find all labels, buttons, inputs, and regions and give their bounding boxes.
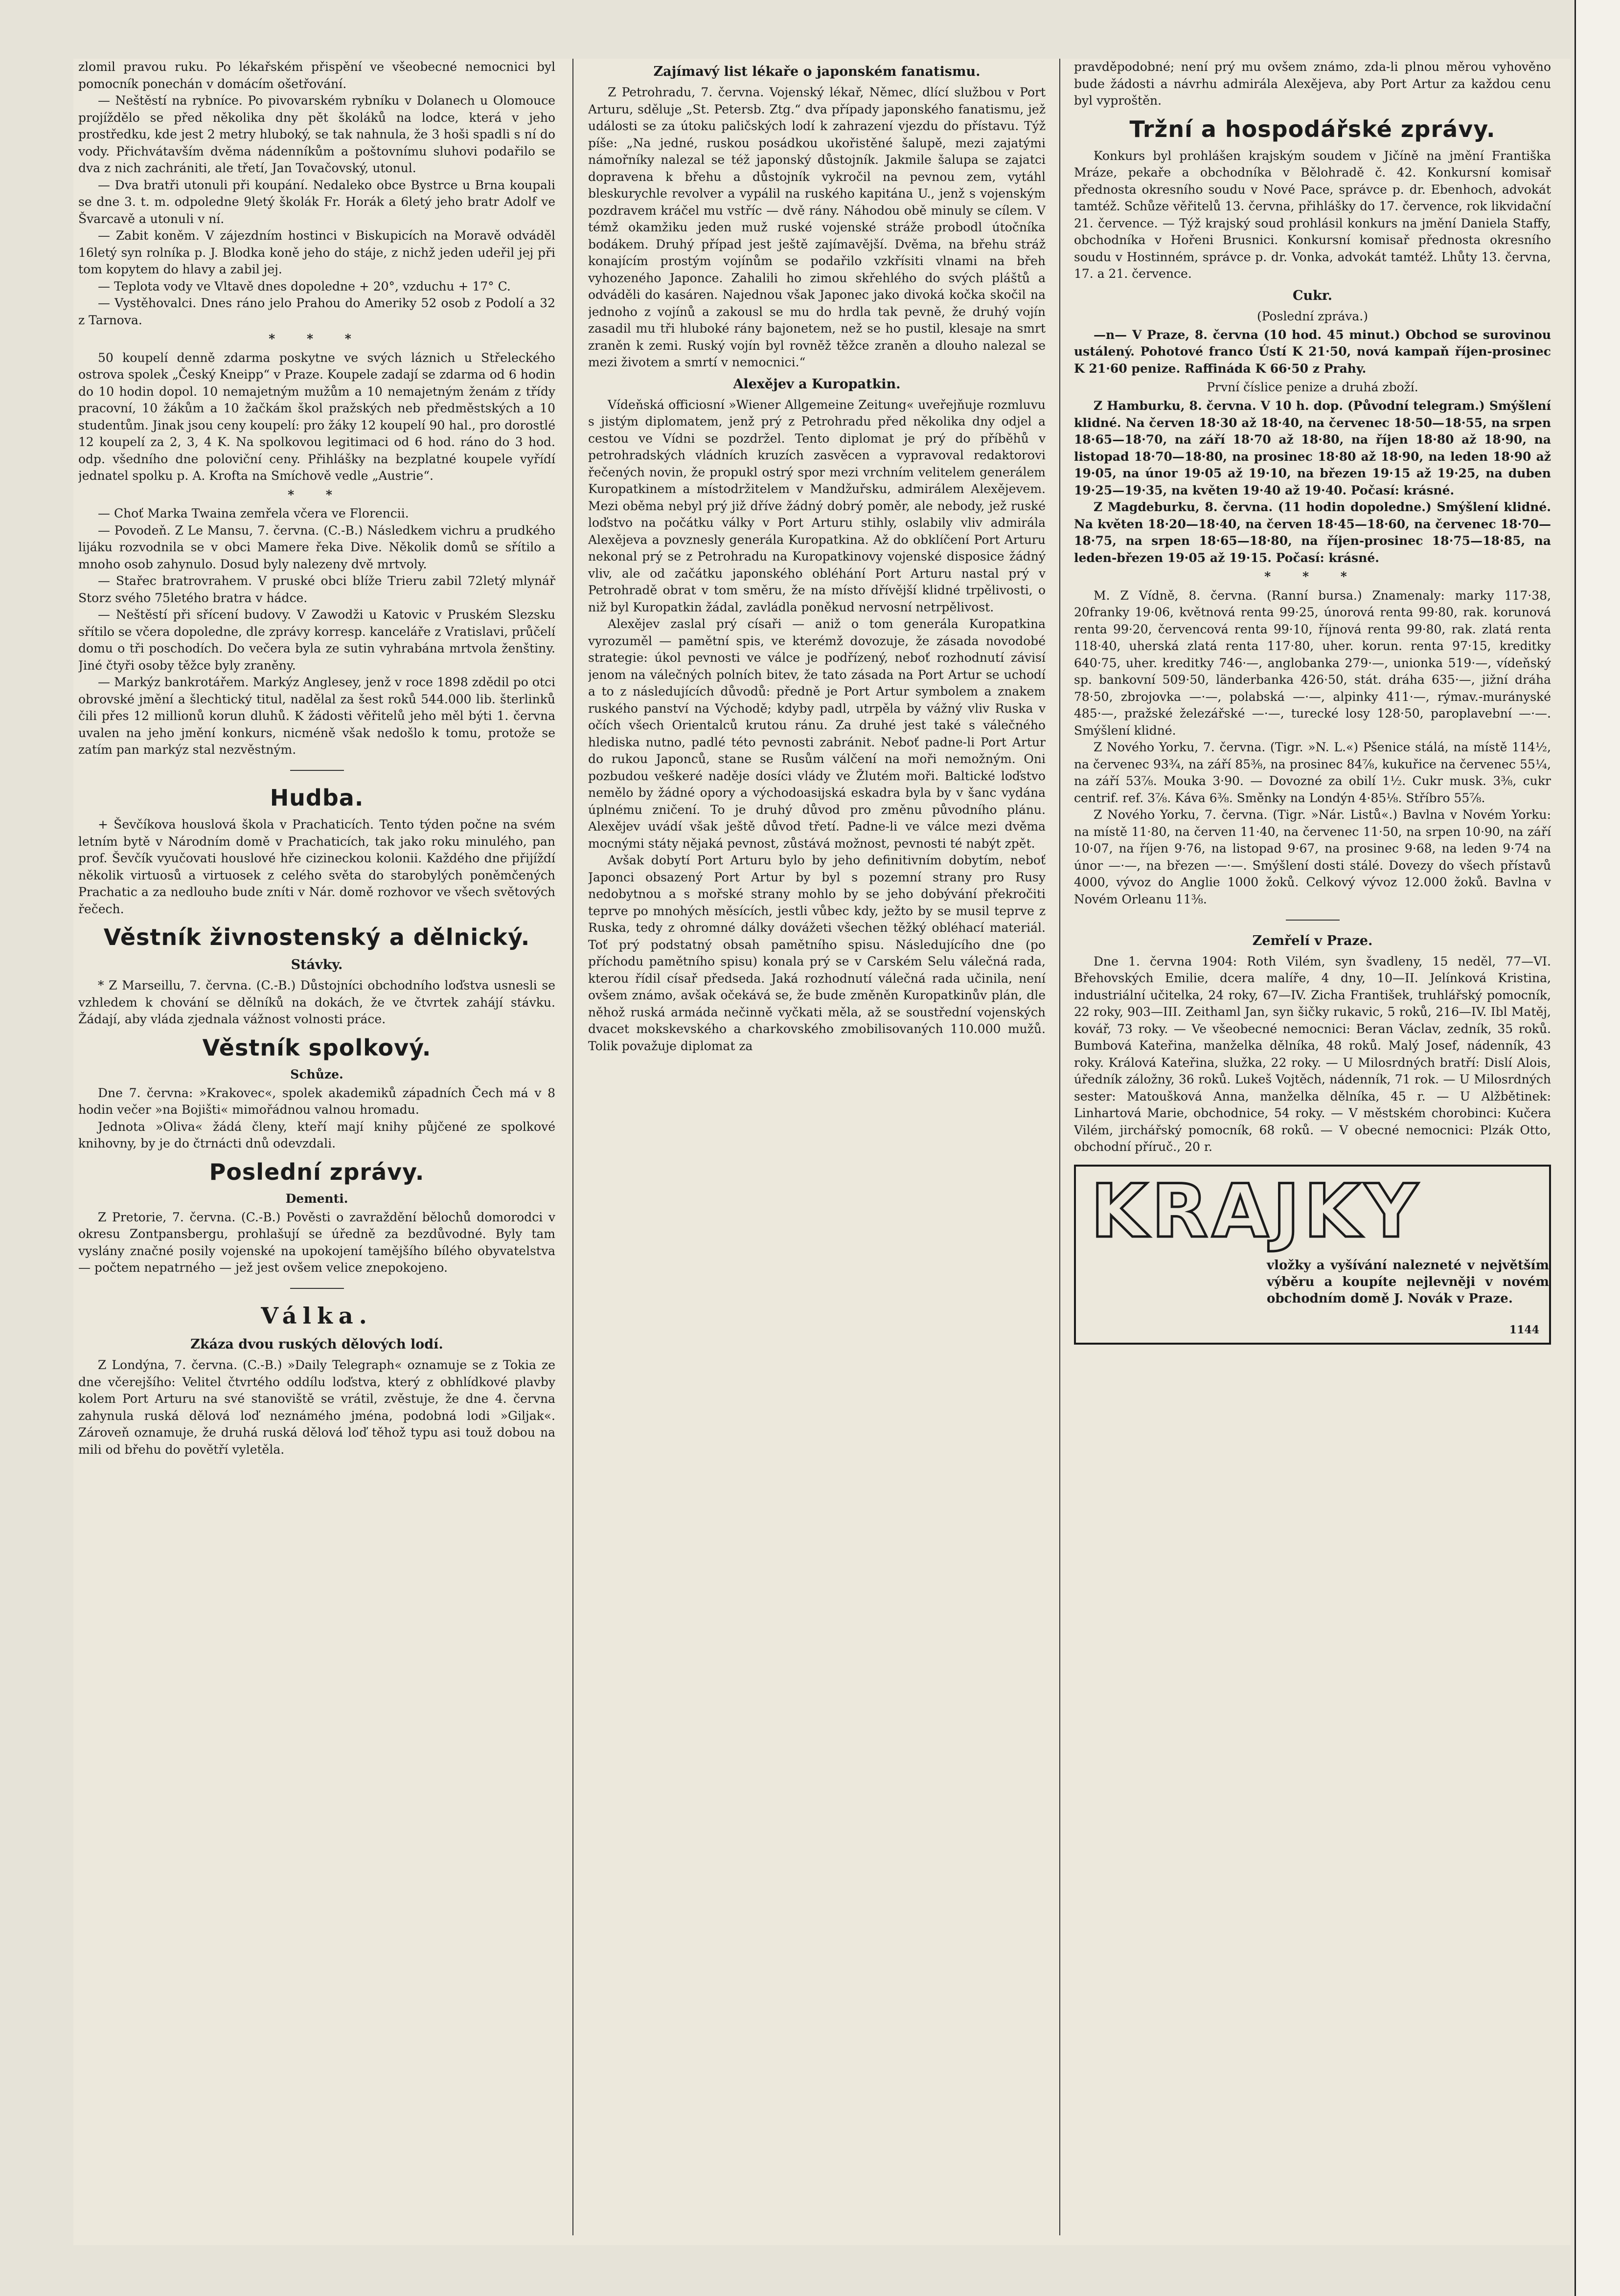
news-item-building: — Neštěstí při sřícení budovy. V Zawodži u Katovic v Pruském Slezsku sřítilo se včera dopoledne, dle zprávy korresp. kanceláře z Vratislavi, průčelí domu o tři poschodích. Do večera byla ze sutin vyhrabána mrtvola ženštiny. Jiné čtyři osoby těžce byly zraněny. <box>78 608 555 673</box>
separator-stars: * * <box>288 487 346 502</box>
article-continuation: pravděpodobné; není prý mu ovšem známo, zda-li plnou měrou vyhověno bude žádosti a návrhu admirála Alexějeva, aby Port Artur za každou cenu byl vyproštěn. <box>1074 60 1551 108</box>
market-item-newyork-grain: Z Nového Yorku, 7. června. (Tigr. »N. L.«) Pšenice stálá, na místě 114½, na červenec 93¾, na září 85⅜, na prosinec 84⅞, kukuřice na červenec 55¼, na září 53⅞. Mouka 3·90. — Dovozné za obilí 1½. Cukr musk. 3⅜, cukr centrif. ref. 3⅞. Káva 6⅜. Směnky na Londýn 4·85⅛. Stříbro 55⅞. <box>1074 740 1551 805</box>
article-body-paragraph: Vídeňská officiosní »Wiener Allgemeine Zeitung« uveřejňuje rozmluvu s jistým diplomatem, jenž prý z Petrohradu před několika dny odjel a cestou ve Vídni se pozdržel. Tento diplomat je prý do příběhů v petrohradských vládních kruzích zasvěcen a vypravoval redaktorovi řečených novin, že propukl ostrý spor mezi vrchním velitelem generálem Kuropatkinem a místodržitelem v Mandžuřsku, admirálem Alexějevem. Mezi oběma nebyl prý již dříve žádný dobrý poměr, ale nebody, jež ruské loďstvo na počátku války v Port Arturu stihly, oslabily vliv admirála Alexějeva a povznesly generála Kuropatkina. Až do obklíčení Port Arturu nekonal prý se z Petrohradu na Kuropatkinovy vojenské disposice žádný vliv, ale od začátku japonského obléhání Port Arturu nastal prý v Petrohradě obrat v tom směru, že na místo dřívější klidné trpělivosti, o niž byl Kuropatkin žádal, zavládla poněkud nervosní netrpělivost. <box>588 397 1046 614</box>
market-item-newyork-cotton: Z Nového Yorku, 7. června. (Tigr. »Nár. Listů«.) Bavlna v Novém Yorku: na místě 11·80, na červen 11·40, na červenec 11·50, na srpen 10·90, na září 10·07, na říjen 9·76, na listopad 9·67, na prosinec 9·68, na leden 9·74 na únor —·—, na březen —·—. Smýšlení dosti stálé. Dovezy do všech přístavů 4000, vývoz do Anglie 1000 žoků. Celkový vývoz 12.000 žoků. Bavlna v Novém Orleanu 11⅜. <box>1074 808 1551 906</box>
music-item: + Ševčíkova houslová škola v Prachaticích. Tento týden počne na svém letním bytě v Národním domě v Prachaticích, tak jako roku minulého, pan prof. Ševčík vyučovati houslové hře cizineckou kolonii. Každého dne přijíždí několik virtuosů a virtuosek z celého světa do starobylých poněmčených Prachatic a za nedlouho bude zníti v Nár. domě rozhovor ve všech světových řečech. <box>78 817 555 916</box>
strike-item: * Z Marseillu, 7. června. (C.-B.) Důstojníci obchodního loďstva usnesli se vzhledem k chování se dělníků na dokách, že ve čtvrtek zahájí stávku. Žádají, aby vláda zjednala vážnost volnosti práce. <box>78 978 555 1026</box>
subsection-note: (Poslední zpráva.) <box>1256 309 1369 323</box>
divider <box>1074 911 1551 928</box>
divider <box>78 1280 555 1297</box>
subsection-dementi: Dementi. <box>285 1191 348 1206</box>
column-rule <box>572 59 573 2235</box>
news-item-emigrants: — Vystěhovalci. Dnes ráno jelo Prahou do Ameriky 52 osob z Podolí a 32 z Tarnova. <box>78 296 555 327</box>
article-continuation: zlomil pravou ruku. Po lékařském přispění ve všeobecné nemocnici byl pomocník ponechán v domácím ošetřování. <box>78 60 555 91</box>
page-edge <box>1574 0 1620 2296</box>
club-item-oliva: Jednota »Oliva« žádá členy, kteří mají knihy půjčené ze spolkové knihovny, by je do čtrnácti dnů odevzdali. <box>78 1119 555 1150</box>
section-title-deaths: Zemřelí v Praze. <box>1252 933 1373 948</box>
newspaper-page <box>73 59 1571 2245</box>
market-item-prague: —n— V Praze, 8. června (10 hod. 45 minut.) Obchod se surovinou ustálený. Pohotové franco Ústí K 21·50, nová kampaň říjen-prosinec K 21·60 penize. Raffináda K 66·50 z Prahy. <box>1074 327 1551 376</box>
subsection-strikes: Stávky. <box>291 957 343 972</box>
war-headline: Zkáza dvou ruských dělových lodí. <box>190 1337 443 1352</box>
news-item-baths: 50 koupelí denně zdarma poskytne ve svých láznich u Střeleckého ostrova spolek „Český Kneipp“ v Praze. Koupele zadají se zdarma od 6 hodin do 10 hodin dopol. 10 nemajetným mužům a 10 nemajetným ženám z třídy pracovní, 10 žákům a 10 žačkám škol pražských neb předměstských a 10 studentům. Jinak jsou ceny koupelí: pro žáky 12 koupelí 90 hal., pro dorostlé 12 koupelí za 2, 3, 4 K. Na spolkovou legitimaci od 6 hod. ráno do 3 hod. odp. všedního dne poloviční ceny. Přihlášky na bezplatné koupele vyřídí jednatel spolku p. A. Krofta na Smíchově vedle „Austrie“. <box>78 350 555 483</box>
article-title-fanaticism: Zajímavý list lékaře o japonském fanatismu. <box>653 64 981 79</box>
ad-number: 1144 <box>1509 1324 1539 1336</box>
market-item-magdeburg: Z Magdeburku, 8. června. (11 hodin dopoledne.) Smýšlení klidné. Na květen 18·20—18·40, na červen 18·45—18·60, na červenec 18·70—18·75, na srpen 18·65—18·80, na říjen-prosinec 18·75—18·85, na leden-březen 19·05 až 19·15. Počasí: krásné. <box>1074 500 1551 565</box>
news-item-twain: — Choť Marka Twaina zemřela včera ve Florencii. <box>98 506 409 520</box>
news-item-brothers: — Dva bratři utonuli při koupání. Nedaleko obce Bystrce u Brna koupali se dne 3. t. m. odpoledne 9letý školák Fr. Horák a 6letý jeho bratr Adolf ve Švarcavě a utonuli v ní. <box>78 178 555 226</box>
club-item-krakovec: Dne 7. června: »Krakovec«, spolek akademiků západních Čech má v 8 hodin večer »na Bojišti« mimořádnou valnou hromadu. <box>78 1085 555 1117</box>
market-item-bankruptcy: Konkurs byl prohlášen krajským soudem v Jičíně na jmění Františka Mráze, pekaře a obchodníka v Bělohradě č. 42. Konkursní komisař přednosta okresního soudu v Nové Pace, správce p. dr. Ebenhoch, advokát tamtéž. Schůze věřitelů 13. června, přihlášky do 17. července, rok likvidační 21. července. — Týž krajský soud prohlásil konkurs na jmění Daniela Staffy, obchodníka v Hořeni Brusnici. Konkursní komisař přednosta okresního soudu v Hostinném, správce p. dr. Vonka, advokát tamtéž. Lhůty 13. června, 17. a 21. července. <box>1074 148 1551 281</box>
advertisement-krajky <box>1074 1165 1551 1345</box>
news-item-drowning: — Neštěstí na rybníce. Po pivovarském rybníku v Dolanech u Olomouce projíždělo se před několika dny pět školáků na lodce, která v jeho prostředku, kde jest 2 metry hluboký, se tak nahnula, že 3 hoši spadli s ní do vody. Přichvátavším dvěma nádenníkům a poštovnímu sluhovi podařilo se dva z nich zachrániti, ale třetí, Jan Tovačovský, utonul. <box>78 93 555 175</box>
price-note: První číslice penize a druhá zboží. <box>1207 380 1418 394</box>
article-title-alexejev: Alexějev a Kuropatkin. <box>733 376 901 392</box>
ad-brand: KRAJKY <box>1091 1169 1422 1254</box>
subsection-sugar: Cukr. <box>1293 288 1332 303</box>
separator-stars: * * * <box>269 332 365 346</box>
article-body-paragraph: Avšak dobytí Port Arturu bylo by jeho definitivním dobytím, neboť Japonci obsazený Port Artur by byl s pozemní strany pro Rusy nedobytnou a s mořské strany mohlo by se jeho dobývání překročiti teprve po mnohých měsících, jestli vůbec kdy, ježto by se musil teprve z Ruska, tedy z ohromné dálky dovážeti všechen těžký obléhací materiál. Toť prý podstatný obsah pamětního spisu. Následujícího dne (po příchodu pamětního spisu) konala prý se v Carském Selu válečná rada, kterou řídil císař předseda. Jaká rozhodnutí válečná rada učinila, není ovšem známo, avšak očekává se, že bude změněn Kuropatkinův plán, dle něhož ruská armáda nečinně vyčkati měla, až se soustřední vojenských dvacet mokskevského a charkovského zmobilisovaných 110.000 mužů. Tolik považuje diplomat za <box>588 853 1046 1053</box>
column-rule <box>1059 59 1060 2235</box>
column-2 <box>588 59 1046 2240</box>
divider <box>78 762 555 779</box>
section-title-market: Tržní a hospodářské zprávy. <box>1129 115 1496 142</box>
section-title-music: Hudba. <box>270 785 364 811</box>
subsection-meetings: Schůze. <box>290 1067 343 1081</box>
separator-stars: * * * <box>1264 569 1361 584</box>
news-item-temperature: — Teplota vody ve Vltavě dnes dopoledne + 20°, vzduchu + 17° C. <box>98 279 511 293</box>
market-item-vienna: M. Z Vídně, 8. června. (Ranní bursa.) Znamenaly: marky 117·38, 20franky 19·06, květnová renta 99·25, únorová renta 99·80, rak. korunová renta 99·20, červencová renta 99·10, říjnová renta 99·80, rak. zlatá renta 118·40, uherská zlatá renta 117·80, uher. korun. renta 97·15, kreditky 640·75, uher. kreditky 746·—, anglobanka 279·—, unionka 519·—, vídeňský sp. bankovní 509·50, länderbanka 426·50, stát. dráha 635·—, jižní dráha 78·50, zbrojovka —·—, polabská —·—, alpinky 411·—, rýmav.-murányské 485·—, pražské železářské —·—, turecké losy 128·50, paroplavební —·—. Smýšlení klidné. <box>1074 588 1551 738</box>
ad-tagline: vložky a vyšívání nalezneté v největším výběru a koupíte nejlevněji v novém obchodním domě J. Novák v Praze. <box>1267 1258 1549 1306</box>
section-title-clubs: Věstník spolkový. <box>202 1034 432 1061</box>
article-body-paragraph: Alexějev zaslal prý císaři — aniž o tom generála Kuropatkina vyrozuměl — pamětní spis, ve kterémž dovozuje, že zásada novodobé strategie: úkol pevnosti ve válce je podřízený, neboť rozhodnutí závisí jenom na válečných polních bitev, že tato zásada na Port Artur se uchodí a to z následujících důvodů: předně je Port Artur symbolem a znakem ruského panství na Východě; kdyby padl, utrpěla by vážný vliv Ruska v očích všech Orientalců krutou ránu. Za druhé jest také s válečného hlediska nutno, padlé této pevnosti zabránit. Neboť padne-li Port Artur do rukou Japonců, stane se Rusům válčení na moři nemožným. Oni pozbudou veškeré naděje dosíci vlády ve Žlutém moři. Baltické loďstvo nemělo by žádné opory a východoasijská eskadra byla by v šanc vydána úplnému zničení. To je druhý důvod pro změnu původního plánu. Alexějev uvádí však ještě důvod třetí. Padne-li ve válce mezi dvěma mocnými státy nějaká pevnost, zůstává možnost, pevnosti té nabýt zpět. <box>588 617 1046 851</box>
market-item-hamburg: Z Hamburku, 8. června. V 10 h. dop. (Původní telegram.) Smýšlení klidné. Na červen 18·30 až 18·40, na červenec 18·50—18·55, na srpen 18·65—18·70, na září 18·70 až 18·80, na říjen 18·80 až 18·90, na listopad 18·70—18·80, na prosinec 18·80 až 18·90, na leden 18·90 až 19·05, na únor 19·05 až 19·10, na březen 19·15 až 19·25, na duben 19·25—19·35, na květen 19·40 až 19·40. Počasí: krásné. <box>1074 399 1551 497</box>
section-title-latest: Poslední zprávy. <box>209 1158 425 1185</box>
column-1 <box>78 59 555 2240</box>
section-title-war: Válka. <box>261 1303 373 1329</box>
news-item-marquis: — Markýz bankrotářem. Markýz Anglesey, jenž v roce 1898 zdědil po otci obrovské jmění a šlechtický titul, nadělal za šest roků 544.000 lib. šterlinků čili přes 12 millionů korun dluhů. K žádosti věřitelů jeho měl býti 1. června uvalen na jeho jmění konkurs, nicméně však nedošlo k tomu, protože se zatím pan markýz stal nezvěstným. <box>78 675 555 757</box>
article-body-fanaticism: Z Petrohradu, 7. června. Vojenský lékař, Němec, dlící službou v Port Arturu, sděluje „St. Petersb. Ztg.“ dva případy japonského fanatismu, jež události se za útoku paličských lodí k zahrazení vjezdu do přístavu. Týž píše: „Na jedné, ruskou posádkou ukořistěné šalupě, mezi zajatými námořníky nalezal se též japonský důstojník. Jakmile šalupa se zajatci dopravena k břehu a důstojník vykročil na pevnou zem, vytáhl bleskurychle revolver a vypálil na ruského kapitána U., jenž s vojenským pozdravem kráčel mu vstříc — dvě rány. Náhodou obě minuly se cílem. V témž okamžiku jeden muž ruské vojenské stráže probodl útočníka bodákem. Druhý případ jest ještě zajímavější. Dvěma, na břehu stráž konajícím prostým vojínům se podařilo vzkřísiti vlnami na břeh vyhozeného Japonce. Zahalili ho zimou skřehlého do svých pláštů a odváděli do kasáren. Najednou však Japonec jako divoká kočka skočil na jednoho z vojínů a zakousl se mu do hrdla tak pevně, že druhý vojín zasadil mu tři hluboké rány bajonetem, než se ho pustil, klesaje na smrt zraněn k zemi. Ruský vojín byl rovněž těžce zraněn a dlouho nalezal se mezi životem a smrtí v nemocnici.“ <box>588 85 1046 369</box>
news-item-horse: — Zabit koněm. V zájezdním hostinci v Biskupicích na Moravě odváděl 16letý syn rolníka p. J. Blodka koně jeho do stáje, z nichž jeden udeřil jej při tom kopytem do hlavy a zabil jej. <box>78 228 555 276</box>
news-item-flood: — Povodeň. Z Le Mansu, 7. června. (C.-B.) Následkem vichru a prudkého lijáku rozvodnila se v obci Mamere řeka Dive. Několik domů se sřítilo a mnoho osob zahynulo. Dosud byly nalezeny dvě mrtvoly. <box>78 523 555 571</box>
latest-item-pretoria: Z Pretorie, 7. června. (C.-B.) Pověsti o zavraždění bělochů domorodci v okresu Zontpansbergu, prohlašují se úředně za bezdůvodné. Byly tam vyslány značné posily vojenské na upokojení tamějšího bílého obyvatelstva — počtem nepatrného — jež jest ovšem velice znepokojeno. <box>78 1210 555 1275</box>
column-3 <box>1074 59 1551 2240</box>
war-item-london: Z Londýna, 7. června. (C.-B.) »Daily Telegraph« oznamuje se z Tokia ze dne včerejšího: Velitel čtvrtého oddílu loďstva, který z obhlídkové plavby kolem Port Arturu na své stanoviště se vrátil, zvěstuje, že dne 4. června zahynula ruská dělová loď neznámého jména, podobná lodi »Giljak«. Zároveň oznamuje, že druhá ruská dělová loď těhož typu asi touž dobou na mili od břehu do povětří vyletěla. <box>78 1358 555 1457</box>
deaths-list: Dne 1. června 1904: Roth Vilém, syn švadleny, 15 neděl, 77—VI. Břehovských Emilie, dcera malíře, 4 dny, 10—II. Jelínková Kristina, industriální učitelka, 24 roky, 67—IV. Zicha František, truhlářský pomocník, 22 roky, 903—III. Zeithaml Jan, syn šičky rukavic, 5 roků, 216—IV. Ibl Matěj, kovář, 73 roky. — Ve všeobecné nemocnici: Beran Václav, zedník, 35 roků. Bumbová Kateřina, manželka dělníka, 48 roků. Malý Josef, nádenník, 43 roky. Králová Kateřina, služka, 22 roky. — U Milosrdných bratří: Dislí Alois, úředník záložny, 36 roků. Lukeš Vojtěch, nádenník, 71 rok. — U Milosrdných sester: Matoušková Anna, manželka dělníka, 45 r. — U Alžbětinek: Linhartová Marie, obchodnice, 54 roky. — V městském chorobinci: Kučera Vilém, jirchářský pomocník, 68 roků. — V obecné nemocnici: Plzák Otto, obchodní příruč., 20 r. <box>1074 954 1551 1154</box>
news-item-fratricide: — Stařec bratrovrahem. V pruské obci blíže Trieru zabil 72letý mlynář Storz svého 75letého bratra v hádce. <box>78 574 555 605</box>
section-title-trade: Věstník živnostenský a dělnický. <box>103 924 530 950</box>
